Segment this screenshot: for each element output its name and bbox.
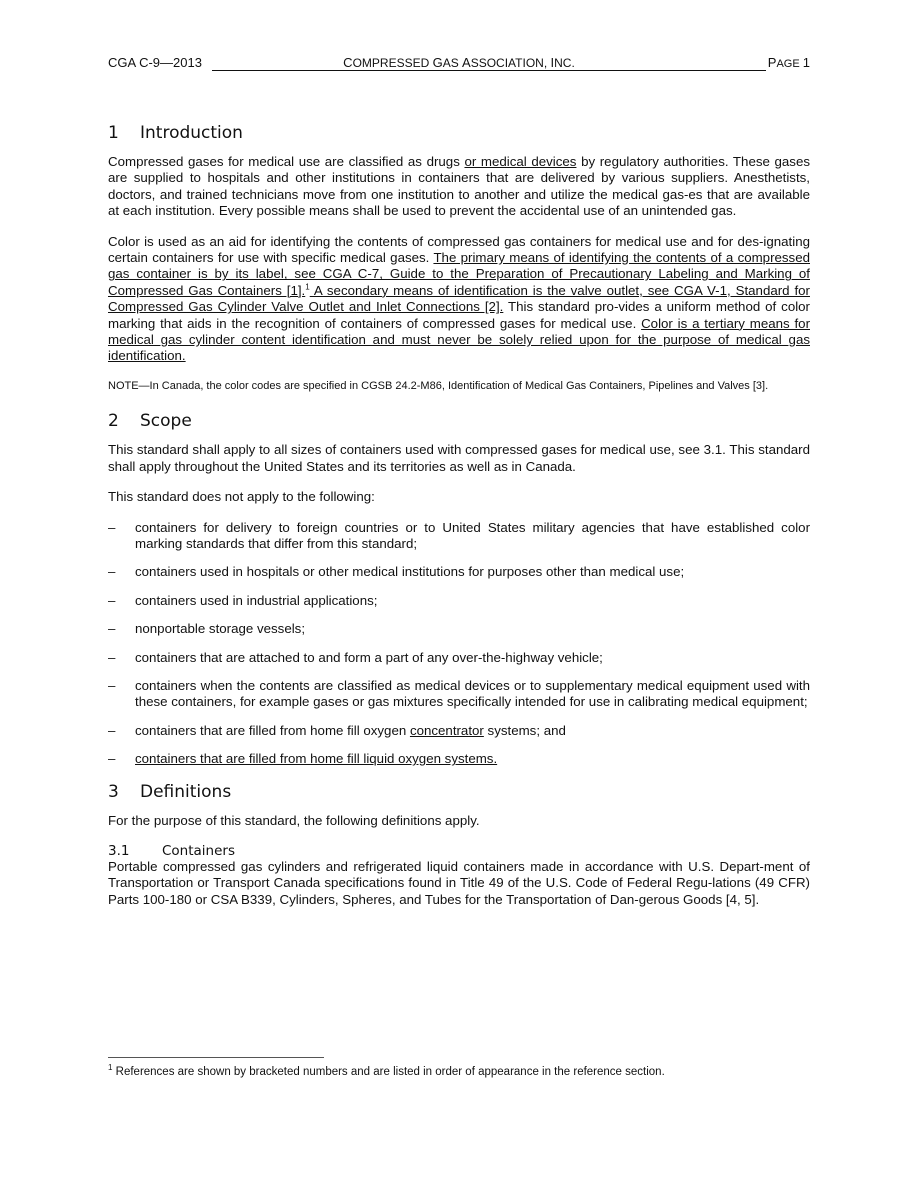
scope-paragraph-1: This standard shall apply to all sizes of containers used with compressed gases for medical use, see 3.1. This standard shall apply throughout the United States and its territories as well as in Canada. (108, 442, 810, 474)
page-content (108, 123, 810, 922)
list-item: – containers used in hospitals or other medical institutions for purposes other than medical use; (108, 564, 685, 580)
containers-definition: Portable compressed gas cylinders and refrigerated liquid containers made in accordance with U.S. Depart-ment of Transportation or Transport Canada specifications found in Title 49 of the U.S. Code of Federal Regu-lations (49 CFR) Parts 100-180 or CSA B339, Cylinders, Spheres, and Tubes for the Transportation of Dan-gerous Goods [4, 5]. (108, 859, 810, 907)
definitions-paragraph: For the purpose of this standard, the following definitions apply. (108, 812, 480, 828)
introduction-paragraph-1: Compressed gases for medical use are classified as drugs or medical devices by regulatory authorities. These gases are supplied to hospitals and other institutions in containers that are delivered by various suppliers. Anesthetists, doctors, and trained technicians move from one institution to another and utilize the medical gas-es that are available at each institution. Every possible means shall be used to prevent the accidental use of an unintended gas. (108, 154, 810, 219)
list-item: – containers for delivery to foreign countries or to United States military agencies that have established color marking standards that differ from this standard; (108, 519, 810, 551)
organization-name: COMPRESSED GAS ASSOCIATION, INC. (343, 55, 575, 70)
list-item: – containers when the contents are classified as medical devices or to supplementary medical equipment used with these containers, for example gases or gas mixtures specifically intended for use in calibrating medical equipment; (108, 678, 810, 710)
section-heading-definitions: 3 Definitions (108, 781, 232, 802)
list-item: – containers used in industrial applications; (108, 592, 378, 608)
list-item: – containers that are filled from home fill liquid oxygen systems. (108, 751, 498, 767)
scope-paragraph-2: This standard does not apply to the following: (108, 489, 375, 505)
list-item: – containers that are attached to and form a part of any over-the-highway vehicle; (108, 649, 603, 665)
subsection-heading-containers: 3.1 Containers (108, 843, 236, 860)
document-id: CGA C-9—2013 (108, 55, 202, 70)
footnote: $^1$ References are shown by bracketed numbers and are listed in order of appearance in the reference section. (108, 1063, 665, 1078)
page-header (108, 55, 810, 72)
exclusions-list (108, 520, 810, 768)
footnote-reference: 1 (305, 282, 310, 292)
list-item: – containers that are filled from home fill oxygen concentrator systems; and (108, 722, 566, 738)
canada-note: NOTE—In Canada, the color codes are specified in CGSB 24.2-M86, Identification of Medical Gas Containers, Pipelines and Valves [3]. (108, 379, 769, 392)
section-heading-introduction: 1 Introduction (108, 123, 243, 143)
page-number: PAGE 1 (767, 55, 810, 70)
section-heading-scope: 2 Scope (108, 411, 192, 432)
introduction-paragraph-2: Color is used as an aid for identifying the contents of compressed gas containers for medical use and for des-ignating certain containers for use with specific medical gases. The primary means of identifying the contents of a compressed gas container is by its label, see CGA C-7, Guide to the Preparation of Precautionary Labeling and Marking of Compressed Gas Containers [1].$^1$ A secondary means of identification is the valve outlet, see CGA V-1, Standard for Compressed Gas Cylinder Valve Outlet and Inlet Connections [2]. This standard pro-vides a uniform method of color marking that aids in the recognition of containers of compressed gases for medical use. Color is a tertiary means for medical gas cylinder content identification and must never be solely relied upon for the purpose of medical gas identification. (108, 233, 810, 364)
footnote-rule (108, 1057, 324, 1058)
list-item: – nonportable storage vessels; (108, 621, 306, 637)
